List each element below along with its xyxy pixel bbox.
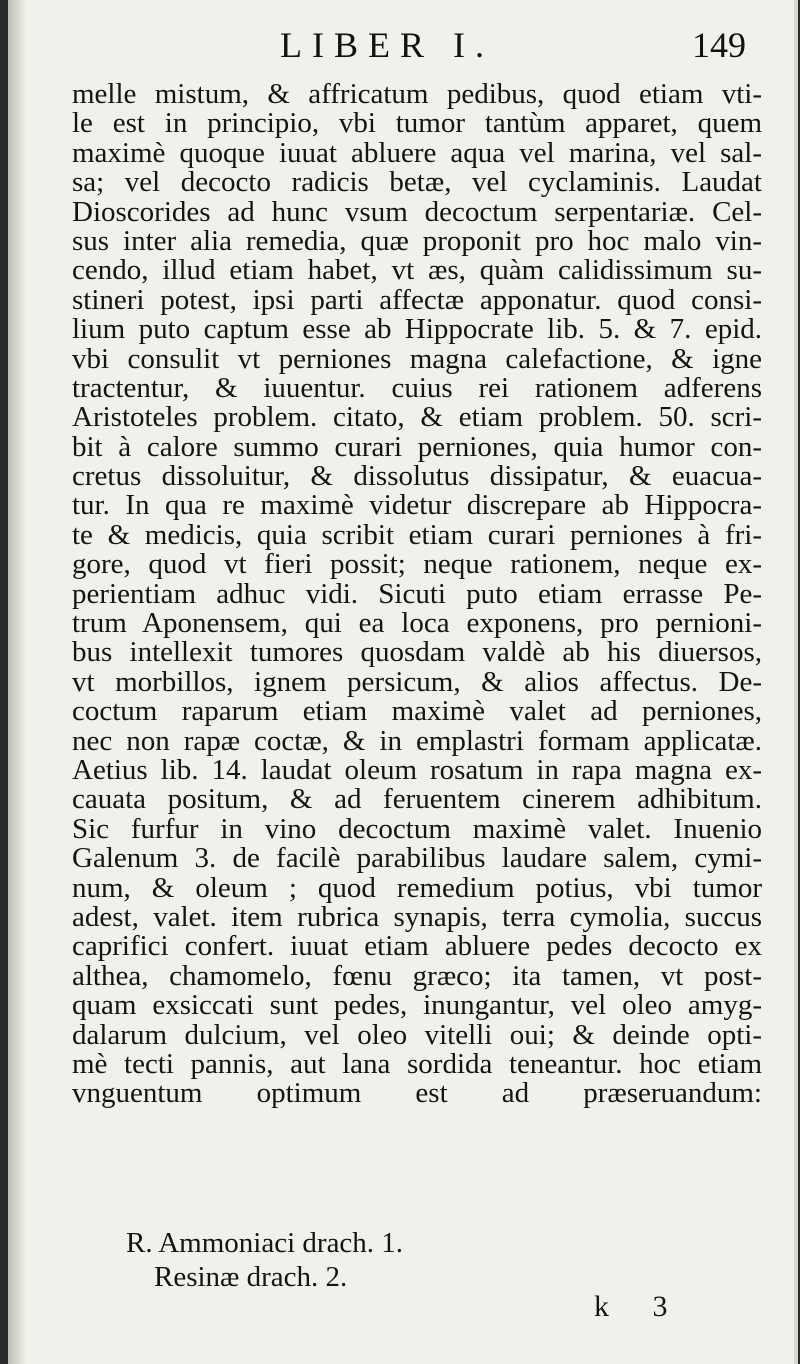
- text-line: maximè quoque iuuat abluere aqua vel marina, vel sal-: [72, 136, 762, 169]
- text-line: adest, valet. item rubrica synapis, terra cymolia, succus: [72, 900, 762, 933]
- text-line: stineri potest, ipsi parti affectæ apponatur. quod consi-: [72, 283, 762, 316]
- text-line: lium puto captum esse ab Hippocrate lib. 5. & 7. epid.: [72, 313, 762, 346]
- recipe-line: R. Ammoniaci drach. 1.: [126, 1227, 404, 1259]
- text-line: caprifici confert. iuuat etiam abluere pedes decocto ex: [72, 930, 762, 963]
- signature-mark: k 3: [594, 1290, 686, 1323]
- text-line: nec non rapæ coctæ, & in emplastri formam applicatæ.: [72, 724, 762, 757]
- text-line: quam exsiccati sunt pedes, inungantur, vel oleo amyg-: [72, 989, 762, 1022]
- recipe-line: Resinæ drach. 2.: [154, 1261, 348, 1293]
- text-line: le est in principio, vbi tumor tantùm apparet, quem: [72, 107, 762, 140]
- text-line: Aetius lib. 14. laudat oleum rosatum in rapa magna ex-: [72, 753, 762, 786]
- text-line: bus intellexit tumores quosdam valdè ab his diuersos,: [72, 636, 762, 669]
- text-line: coctum raparum etiam maximè valet ad perniones,: [72, 695, 762, 728]
- text-line: vt morbillos, ignem persicum, & alios affectus. De-: [72, 665, 762, 698]
- text-line: Sic furfur in vino decoctum maximè valet. Inuenio: [72, 812, 762, 845]
- text-line: cendo, illud etiam habet, vt æs, quàm calidissimum su-: [72, 254, 762, 287]
- text-line: vnguentum optimum est ad præseruandum:: [72, 1077, 762, 1110]
- body-text: [72, 80, 762, 1109]
- recipe: [126, 1226, 403, 1294]
- text-line: sa; vel decocto radicis betæ, vel cyclaminis. Laudat: [72, 166, 762, 199]
- text-line: tractentur, & iuuentur. cuius rei rationem adferens: [72, 371, 762, 404]
- text-line: gore, quod vt fieri possit; neque rationem, neque ex-: [72, 548, 762, 581]
- running-head: LIBER I.: [280, 25, 494, 65]
- spine-shadow: [8, 0, 26, 1364]
- text-line: althea, chamomelo, fœnu græco; ita tamen, vt post-: [72, 959, 762, 992]
- text-line: Galenum 3. de facilè parabilibus laudare salem, cymi-: [72, 842, 762, 875]
- text-line: te & medicis, quia scribit etiam curari perniones à fri-: [72, 518, 762, 551]
- text-line: melle mistum, & affricatum pedibus, quod etiam vti-: [72, 78, 762, 110]
- book-page: [8, 0, 798, 1364]
- text-line: bit à calore summo curari perniones, quia humor con-: [72, 430, 762, 463]
- text-line: trum Aponensem, qui ea loca exponens, pro pernioni-: [72, 607, 762, 640]
- page-number: 149: [692, 25, 746, 65]
- text-line: dalarum dulcium, vel oleo vitelli oui; & deinde opti-: [72, 1018, 762, 1051]
- text-line: Aristoteles problem. citato, & etiam problem. 50. scri-: [72, 401, 762, 434]
- text-line: cauata positum, & ad feruentem cinerem adhibitum.: [72, 783, 762, 816]
- text-line: num, & oleum ; quod remedium potius, vbi tumor: [72, 871, 762, 904]
- text-line: cretus dissoluitur, & dissolutus dissipatur, & euacua-: [72, 460, 762, 493]
- text-line: perientiam adhuc vidi. Sicuti puto etiam errasse Pe-: [72, 577, 762, 610]
- page-header: [8, 20, 798, 68]
- text-line: mè tecti pannis, aut lana sordida teneantur. hoc etiam: [72, 1047, 762, 1080]
- text-line: tur. In qua re maximè videtur discrepare ab Hippocra-: [72, 489, 762, 522]
- page-edge: [794, 0, 798, 1364]
- text-line: Dioscorides ad hunc vsum decoctum serpentariæ. Cel-: [72, 195, 762, 228]
- text-line: vbi consulit vt perniones magna calefactione, & igne: [72, 342, 762, 375]
- text-line: sus inter alia remedia, quæ proponit pro hoc malo vin-: [72, 224, 762, 257]
